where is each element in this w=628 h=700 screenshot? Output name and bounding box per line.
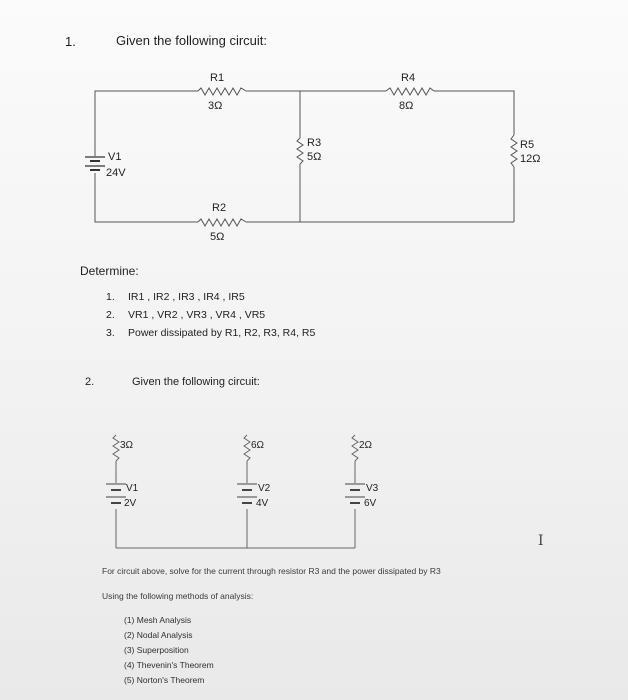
question-2-number: 2.: [85, 376, 95, 388]
r1-value: 3Ω: [208, 100, 223, 112]
r5-value: 12Ω: [520, 153, 541, 165]
method-item: (1) Mesh Analysis: [124, 615, 192, 625]
determine-item-2: [106, 309, 265, 321]
method-item: (3) Superposition: [124, 645, 189, 655]
r2-label: R2: [212, 202, 227, 214]
q2-v3-label: V3: [366, 483, 379, 494]
determine-item-number: 1.: [106, 291, 115, 303]
q2-v2-value: 4V: [256, 498, 269, 509]
determine-label: Determine:: [80, 264, 139, 278]
q2-instruction: For circuit above, solve for the current through resistor R3 and the power dissipated by R3: [102, 566, 441, 576]
determine-item-number: 3.: [106, 327, 115, 339]
r3-resistor: [297, 138, 303, 164]
question-2-title: Given the following circuit:: [132, 376, 260, 388]
q2-v1-battery: [106, 484, 126, 503]
r4-value: 8Ω: [399, 100, 414, 112]
methods-intro: Using the following methods of analysis:: [102, 591, 254, 601]
rc-resistor: [352, 435, 358, 461]
r2-value: 5Ω: [210, 231, 225, 243]
determine-item-3: [106, 327, 315, 339]
r1-label: R1: [210, 72, 225, 84]
r5-resistor: [511, 135, 517, 167]
r4-label: R4: [401, 72, 416, 84]
r3-label: R3: [307, 137, 322, 149]
ra-value: 3Ω: [120, 440, 134, 451]
ra-resistor: [113, 435, 119, 461]
q2-v1-value: 2V: [124, 498, 137, 509]
method-item: (4) Thevenin's Theorem: [124, 660, 214, 670]
r5-label: R5: [520, 139, 535, 151]
rb-resistor: [244, 435, 250, 461]
q2-v2-battery: [237, 484, 257, 503]
q2-v3-battery: [345, 484, 365, 503]
v1-label: V1: [108, 151, 122, 163]
question-1-title: Given the following circuit:: [116, 33, 268, 48]
determine-item-number: 2.: [106, 309, 115, 321]
method-item: (5) Norton's Theorem: [124, 675, 205, 685]
r3-value: 5Ω: [307, 151, 322, 163]
text-cursor-icon: I: [538, 533, 544, 549]
v1-value: 24V: [106, 167, 126, 179]
rc-value: 2Ω: [359, 440, 373, 451]
determine-item-1: [106, 291, 245, 303]
q2-v3-value: 6V: [364, 498, 377, 509]
determine-item-text: IR1 , IR2 , IR3 , IR4 , IR5: [128, 291, 245, 303]
q2-v1-label: V1: [126, 483, 139, 494]
r4-resistor: [386, 88, 434, 95]
method-item: (2) Nodal Analysis: [124, 630, 193, 640]
r2-resistor: [198, 219, 246, 226]
v1-battery: [85, 157, 105, 170]
determine-item-text: Power dissipated by R1, R2, R3, R4, R5: [128, 327, 316, 339]
rb-value: 6Ω: [251, 440, 265, 451]
determine-item-text: VR1 , VR2 , VR3 , VR4 , VR5: [128, 309, 266, 321]
question-1-number: 1.: [65, 34, 76, 49]
q2-v2-label: V2: [258, 483, 271, 494]
r1-resistor: [198, 88, 246, 95]
